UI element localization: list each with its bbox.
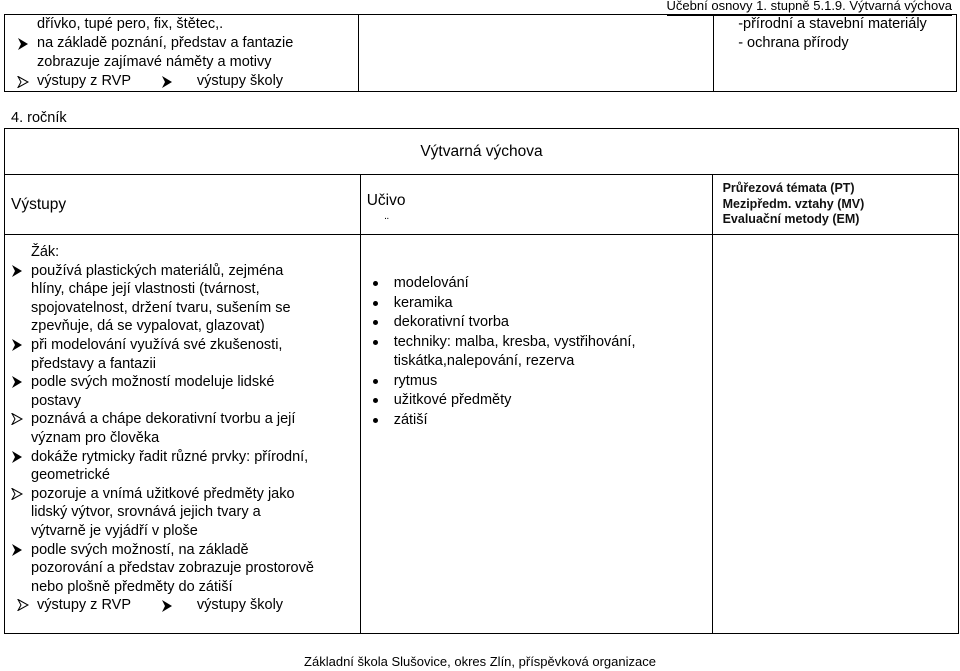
outputs-header: Výstupy [5, 175, 361, 235]
pt-header-line-3: Evaluační metody (EM) [722, 212, 860, 226]
curriculum-mark: ¨ [384, 215, 389, 229]
top-outputs-school: výstupy školy [196, 73, 284, 89]
output-line: výtvarně je vyjádří v ploše [31, 522, 198, 539]
subject-title: Výtvarná výchova [5, 129, 959, 175]
output-item [5, 541, 360, 597]
curriculum-line: dekorativní tvorba [393, 314, 509, 330]
curriculum-list [361, 235, 712, 430]
curriculum-line: keramika [393, 294, 453, 311]
arrow-filled-icon [161, 600, 172, 612]
top-line-1: dřívko, tupé pero, fix, štětec,. [37, 16, 224, 32]
curriculum-header-cell [360, 175, 712, 235]
output-line: podle svých možností, na základě [31, 541, 249, 558]
curriculum-line: zátiší [393, 411, 428, 428]
output-line: podle svých možností modeluje lidské [31, 374, 275, 391]
curriculum-line: užitkové předměty [393, 392, 512, 408]
output-line: dokáže rytmicky řadit různé prvky: přírodní, [31, 448, 309, 465]
arrow-filled-icon [11, 265, 23, 277]
output-item [5, 262, 360, 336]
pt-header [712, 175, 958, 235]
curriculum-item [367, 313, 712, 333]
main-table [4, 128, 959, 634]
arrow-filled-icon [17, 38, 28, 50]
arrow-outline-icon [11, 488, 23, 500]
arrow-filled-icon [11, 376, 23, 388]
curriculum-line: techniky: malba, kresba, vystřihování, [393, 333, 636, 350]
top-line-2: na základě poznání, představ a fantazie [37, 35, 294, 51]
output-line: používá plastických materiálů, zejména [31, 262, 284, 279]
output-line: nebo plošně předměty do zátiší [31, 578, 233, 595]
output-line: hlíny, chápe její vlastnosti (tvárnost, [31, 281, 260, 298]
outputs-cell [5, 235, 361, 634]
top-table [4, 14, 957, 92]
curriculum-item [367, 391, 712, 411]
top-line-3: zobrazuje zajímavé náměty a motivy [37, 54, 272, 70]
output-line: při modelování využívá své zkušenosti, [31, 336, 283, 353]
output-line: lidský výtvor, srovnává jejich tvary a [31, 504, 261, 521]
grade-label: 4. ročník [11, 110, 67, 126]
output-line: postavy [31, 392, 81, 409]
arrow-outline-icon [17, 76, 29, 88]
document-header: Učební osnovy 1. stupně 5.1.9. Výtvarná výchova [667, 0, 952, 16]
top-right-line-2: - ochrana přírody [738, 35, 849, 51]
output-item [5, 410, 360, 447]
output-line: pozorování a představ zobrazuje prostorově [31, 560, 314, 577]
curriculum-line: tiskátka,nalepování, rezerva [393, 353, 575, 369]
curriculum-item [367, 372, 712, 392]
output-line: zpevňuje, dá se vypalovat, glazovat) [31, 318, 265, 335]
arrow-outline-icon [17, 599, 29, 611]
curriculum-line: modelování [393, 275, 469, 291]
output-line: geometrické [31, 467, 110, 484]
arrow-filled-icon [11, 451, 23, 463]
top-outputs-rvp: výstupy z RVP [37, 73, 131, 89]
output-item [5, 485, 360, 541]
curriculum-cell [360, 235, 712, 634]
arrow-outline-icon [11, 413, 23, 425]
arrow-filled-icon [11, 544, 23, 556]
pt-header-line-1: Průřezová témata (PT) [722, 181, 855, 195]
outputs-list [5, 235, 360, 596]
output-item [5, 448, 360, 485]
curriculum-item [367, 333, 712, 372]
arrow-filled-icon [11, 339, 23, 351]
output-line: význam pro člověka [31, 429, 160, 446]
curriculum-item [367, 294, 712, 314]
top-middle-cell [358, 15, 714, 92]
output-item [5, 336, 360, 373]
output-line: spojovatelnost, držení tvaru, sušením se [31, 299, 291, 316]
arrow-filled-icon [161, 76, 172, 88]
bottom-outputs-rvp: výstupy z RVP [37, 597, 131, 614]
top-right-line-1: -přírodní a stavební materiály [738, 16, 927, 32]
output-line: pozoruje a vnímá užitkové předměty jako [31, 485, 295, 502]
pt-cell [712, 235, 958, 634]
curriculum-item [367, 411, 712, 431]
top-right-cell [714, 15, 957, 92]
curriculum-item [367, 274, 712, 294]
output-item [5, 373, 360, 410]
curriculum-line: rytmus [393, 372, 438, 389]
pt-header-line-2: Mezipředm. vztahy (MV) [722, 196, 865, 211]
bottom-outputs-school: výstupy školy [196, 597, 284, 614]
pupil-label: Žák: [31, 244, 60, 260]
document-footer: Základní škola Slušovice, okres Zlín, příspěvková organizace [304, 654, 656, 669]
output-line: poznává a chápe dekorativní tvorbu a její [31, 411, 296, 428]
output-line: představy a fantazii [31, 355, 156, 372]
top-left-cell [5, 15, 359, 92]
curriculum-header: Učivo [366, 192, 406, 209]
